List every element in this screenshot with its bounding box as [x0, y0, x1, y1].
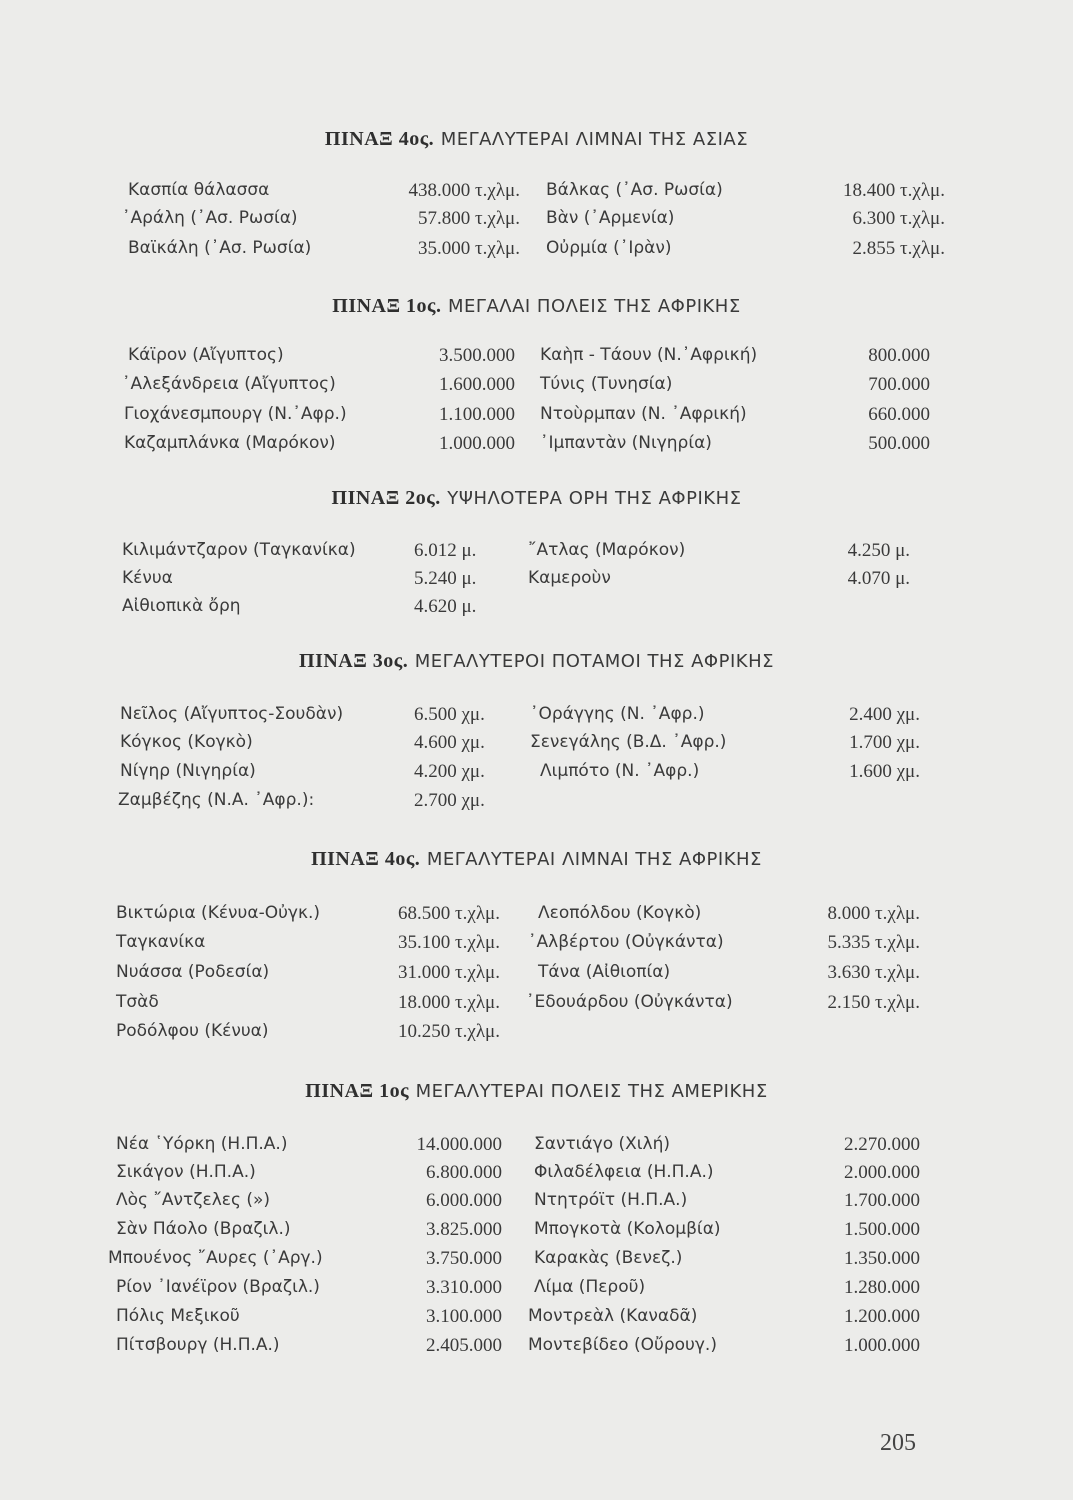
mountain-name: ῎Ατλας (Μαρόκον)	[528, 540, 686, 560]
lake-area: 35.100 τ.χλμ.	[398, 932, 500, 953]
city-name: Νέα ῾Υόρκη (Η.Π.Α.)	[116, 1134, 288, 1154]
lake-area: 2.855 τ.χλμ.	[852, 238, 945, 259]
city-name: Πίτσβουργ (Η.Π.Α.)	[116, 1335, 280, 1355]
table-heading: ΜΕΓΑΛΑΙ ΠΟΛΕΙΣ ΤΗΣ ΑΦΡΙΚΗΣ	[448, 296, 741, 317]
lake-area: 35.000 τ.χλμ.	[418, 238, 520, 259]
table-row	[0, 1248, 1073, 1278]
river-name: Λιμπότο (Ν. ᾿Αφρ.)	[540, 761, 700, 781]
river-length: 1.700 χμ.	[849, 732, 920, 753]
city-name: Σικάγον (Η.Π.Α.)	[116, 1162, 256, 1182]
river-length: 2.400 χμ.	[849, 704, 920, 725]
river-length: 4.600 χμ.	[414, 732, 485, 753]
city-name: Σὰν Πάολο (Βραζιλ.)	[116, 1219, 291, 1239]
city-name: Κάϊρον (Αἴγυπτος)	[128, 345, 284, 365]
lake-name: Κασπία θάλασσα	[128, 180, 270, 200]
table-row	[0, 992, 1073, 1022]
river-name: Νίγηρ (Νιγηρία)	[120, 761, 256, 781]
lake-area: 10.250 τ.χλμ.	[398, 1021, 500, 1042]
river-length: 6.500 χμ.	[414, 704, 485, 725]
city-population: 1.000.000	[439, 433, 515, 454]
table-row	[0, 345, 1073, 375]
table-label: ΠΙΝΑΞ 4ος.	[311, 848, 421, 870]
table-row	[0, 568, 1073, 598]
section-title-asia-lakes	[0, 128, 1073, 151]
city-name: Φιλαδέλφεια (Η.Π.Α.)	[534, 1162, 714, 1182]
mountain-height: 4.250 μ.	[847, 540, 910, 561]
city-population: 1.600.000	[439, 374, 515, 395]
table-row	[0, 180, 1073, 210]
city-population: 2.270.000	[844, 1134, 920, 1155]
mountain-name: Καμεροὺν	[528, 568, 611, 588]
table-row	[0, 1335, 1073, 1365]
city-name: Γιοχάνεσμπουργ (Ν.᾿Αφρ.)	[124, 404, 347, 424]
mountain-height: 4.620 μ.	[414, 596, 477, 617]
lake-area: 438.000 τ.χλμ.	[408, 180, 520, 201]
city-population: 3.500.000	[439, 345, 515, 366]
city-name: Σαντιάγο (Χιλή)	[534, 1134, 670, 1154]
table-row	[0, 932, 1073, 962]
city-name: Καρακὰς (Βενεζ.)	[534, 1248, 683, 1268]
table-row	[0, 761, 1073, 791]
river-length: 1.600 χμ.	[849, 761, 920, 782]
section-title-america-cities	[0, 1080, 1073, 1103]
city-name: ᾿Αλεξάνδρεια (Αἴγυπτος)	[122, 374, 336, 394]
table-row	[0, 1306, 1073, 1336]
city-population: 6.800.000	[426, 1162, 502, 1183]
table-heading: ΜΕΓΑΛΥΤΕΡΟΙ ΠΟΤΑΜΟΙ ΤΗΣ ΑΦΡΙΚΗΣ	[414, 651, 774, 672]
section-title-africa-mountains	[0, 487, 1073, 510]
lake-area: 6.300 τ.χλμ.	[852, 208, 945, 229]
table-row	[0, 433, 1073, 463]
table-row	[0, 1134, 1073, 1164]
city-name: Πόλις Μεξικοῦ	[116, 1306, 240, 1326]
city-name: Μπουένος ῎Αυρες (᾿Αργ.)	[108, 1248, 323, 1268]
table-label: ΠΙΝΑΞ 1ος.	[332, 295, 442, 317]
lake-name: Ταγκανίκα	[116, 932, 206, 952]
lake-name: Λεοπόλδου (Κογκὸ)	[538, 903, 702, 923]
section-title-africa-cities	[0, 295, 1073, 318]
city-name: Μοντρεὰλ (Καναδᾶ)	[528, 1306, 698, 1326]
river-name: Ζαμβέζης (Ν.Α. ᾿Αφρ.):	[118, 790, 315, 810]
section-title-africa-rivers	[0, 650, 1073, 673]
city-population: 3.310.000	[426, 1277, 502, 1298]
lake-area: 18.400 τ.χλμ.	[843, 180, 945, 201]
city-population: 2.405.000	[426, 1335, 502, 1356]
river-name: Νεῖλος (Αἴγυπτος-Σουδὰν)	[120, 704, 344, 724]
table-label: ΠΙΝΑΞ 2ος.	[331, 487, 441, 509]
table-row	[0, 540, 1073, 570]
table-heading: ΜΕΓΑΛΥΤΕΡΑΙ ΠΟΛΕΙΣ ΤΗΣ ΑΜΕΡΙΚΗΣ	[415, 1081, 768, 1102]
city-population: 1.280.000	[844, 1277, 920, 1298]
city-population: 14.000.000	[416, 1134, 502, 1155]
table-heading: ΜΕΓΑΛΥΤΕΡΑΙ ΛΙΜΝΑΙ ΤΗΣ ΑΦΡΙΚΗΣ	[426, 849, 762, 870]
mountain-name: Κιλιμάντζαρον (Ταγκανίκα)	[122, 540, 356, 560]
table-row	[0, 1277, 1073, 1307]
lake-name: Τάνα (Αἰθιοπία)	[538, 962, 671, 982]
city-population: 1.000.000	[844, 1335, 920, 1356]
lake-name: Βὰν (᾿Αρμενία)	[546, 208, 675, 228]
mountain-name: Αἰθιοπικὰ ὄρη	[122, 596, 241, 616]
city-name: Καὴπ - Τάουν (Ν.᾿Αφρική)	[540, 345, 758, 365]
lake-name: Ροδόλφου (Κένυα)	[116, 1021, 269, 1041]
table-row	[0, 903, 1073, 933]
section-title-africa-lakes	[0, 848, 1073, 871]
river-length: 2.700 χμ.	[414, 790, 485, 811]
mountain-height: 4.070 μ.	[847, 568, 910, 589]
table-row	[0, 790, 1073, 820]
city-population: 1.200.000	[844, 1306, 920, 1327]
table-label: ΠΙΝΑΞ 1ος	[305, 1080, 410, 1102]
river-name: ᾿Οράγγης (Ν. ᾿Αφρ.)	[530, 704, 705, 724]
table-label: ΠΙΝΑΞ 3ος.	[299, 650, 409, 672]
city-population: 1.500.000	[844, 1219, 920, 1240]
table-row	[0, 596, 1073, 626]
city-population: 1.700.000	[844, 1190, 920, 1211]
lake-name: ᾿Αράλη (᾿Ασ. Ρωσία)	[122, 208, 298, 228]
river-length: 4.200 χμ.	[414, 761, 485, 782]
table-row	[0, 704, 1073, 734]
table-row	[0, 404, 1073, 434]
mountain-name: Κένυα	[122, 568, 173, 588]
city-name: Καζαμπλάνκα (Μαρόκον)	[124, 433, 336, 453]
city-name: Λὸς ῎Αντζελες (»)	[116, 1190, 271, 1210]
table-label: ΠΙΝΑΞ 4ος.	[324, 128, 435, 150]
table-heading: ΥΨΗΛΟΤΕΡΑ ΟΡΗ ΤΗΣ ΑΦΡΙΚΗΣ	[447, 488, 742, 509]
mountain-height: 5.240 μ.	[414, 568, 477, 589]
city-population: 3.100.000	[426, 1306, 502, 1327]
city-population: 6.000.000	[426, 1190, 502, 1211]
city-name: Λίμα (Περοῦ)	[534, 1277, 646, 1297]
table-row	[0, 1021, 1073, 1051]
lake-name: Νυάσσα (Ροδεσία)	[116, 962, 270, 982]
city-population: 500.000	[868, 433, 930, 454]
city-name: Μπογκοτὰ (Κολομβία)	[534, 1219, 721, 1239]
city-population: 3.750.000	[426, 1248, 502, 1269]
lake-name: ᾿Εδουάρδου (Οὐγκάντα)	[526, 992, 733, 1012]
lake-area: 68.500 τ.χλμ.	[398, 903, 500, 924]
lake-area: 5.335 τ.χλμ.	[827, 932, 920, 953]
city-population: 1.350.000	[844, 1248, 920, 1269]
table-row	[0, 1162, 1073, 1192]
lake-area: 31.000 τ.χλμ.	[398, 962, 500, 983]
city-name: Τύνις (Τυνησία)	[540, 374, 673, 394]
city-population: 2.000.000	[844, 1162, 920, 1183]
table-row	[0, 962, 1073, 992]
city-population: 1.100.000	[439, 404, 515, 425]
lake-name: ᾿Αλβέρτου (Οὐγκάντα)	[528, 932, 724, 952]
page-number: 205	[880, 1430, 916, 1456]
lake-name: Βικτώρια (Κένυα-Οὐγκ.)	[116, 903, 321, 923]
lake-name: Τσὰδ	[116, 992, 159, 1012]
lake-area: 8.000 τ.χλμ.	[827, 903, 920, 924]
lake-area: 18.000 τ.χλμ.	[398, 992, 500, 1013]
lake-name: Βαϊκάλη (᾿Ασ. Ρωσία)	[128, 238, 312, 258]
table-heading: ΜΕΓΑΛΥΤΕΡΑΙ ΛΙΜΝΑΙ ΤΗΣ ΑΣΙΑΣ	[440, 129, 749, 150]
city-population: 700.000	[868, 374, 930, 395]
table-row	[0, 1219, 1073, 1249]
lake-name: Οὐρμία (᾿Ιρὰν)	[546, 238, 672, 258]
city-population: 660.000	[868, 404, 930, 425]
city-name: Ντοὺρμπαν (Ν. ᾿Αφρική)	[540, 404, 747, 424]
city-population: 800.000	[868, 345, 930, 366]
lake-area: 2.150 τ.χλμ.	[827, 992, 920, 1013]
city-name: Ντητρόϊτ (Η.Π.Α.)	[534, 1190, 688, 1210]
mountain-height: 6.012 μ.	[414, 540, 477, 561]
lake-name: Βάλκας (᾿Ασ. Ρωσία)	[546, 180, 723, 200]
city-population: 3.825.000	[426, 1219, 502, 1240]
river-name: Σενεγάλης (Β.Δ. ᾿Αφρ.)	[530, 732, 727, 752]
lake-area: 57.800 τ.χλμ.	[418, 208, 520, 229]
city-name: ᾿Ιμπαντὰν (Νιγηρία)	[540, 433, 712, 453]
lake-area: 3.630 τ.χλμ.	[827, 962, 920, 983]
table-row	[0, 374, 1073, 404]
city-name: Μοντεβίδεο (Οὔρουγ.)	[528, 1335, 717, 1355]
table-row	[0, 208, 1073, 238]
table-row	[0, 238, 1073, 268]
city-name: Ρίον ᾿Ιανέϊρον (Βραζιλ.)	[116, 1277, 320, 1297]
table-row	[0, 1190, 1073, 1220]
table-row	[0, 732, 1073, 762]
river-name: Κόγκος (Κογκὸ)	[120, 732, 253, 752]
